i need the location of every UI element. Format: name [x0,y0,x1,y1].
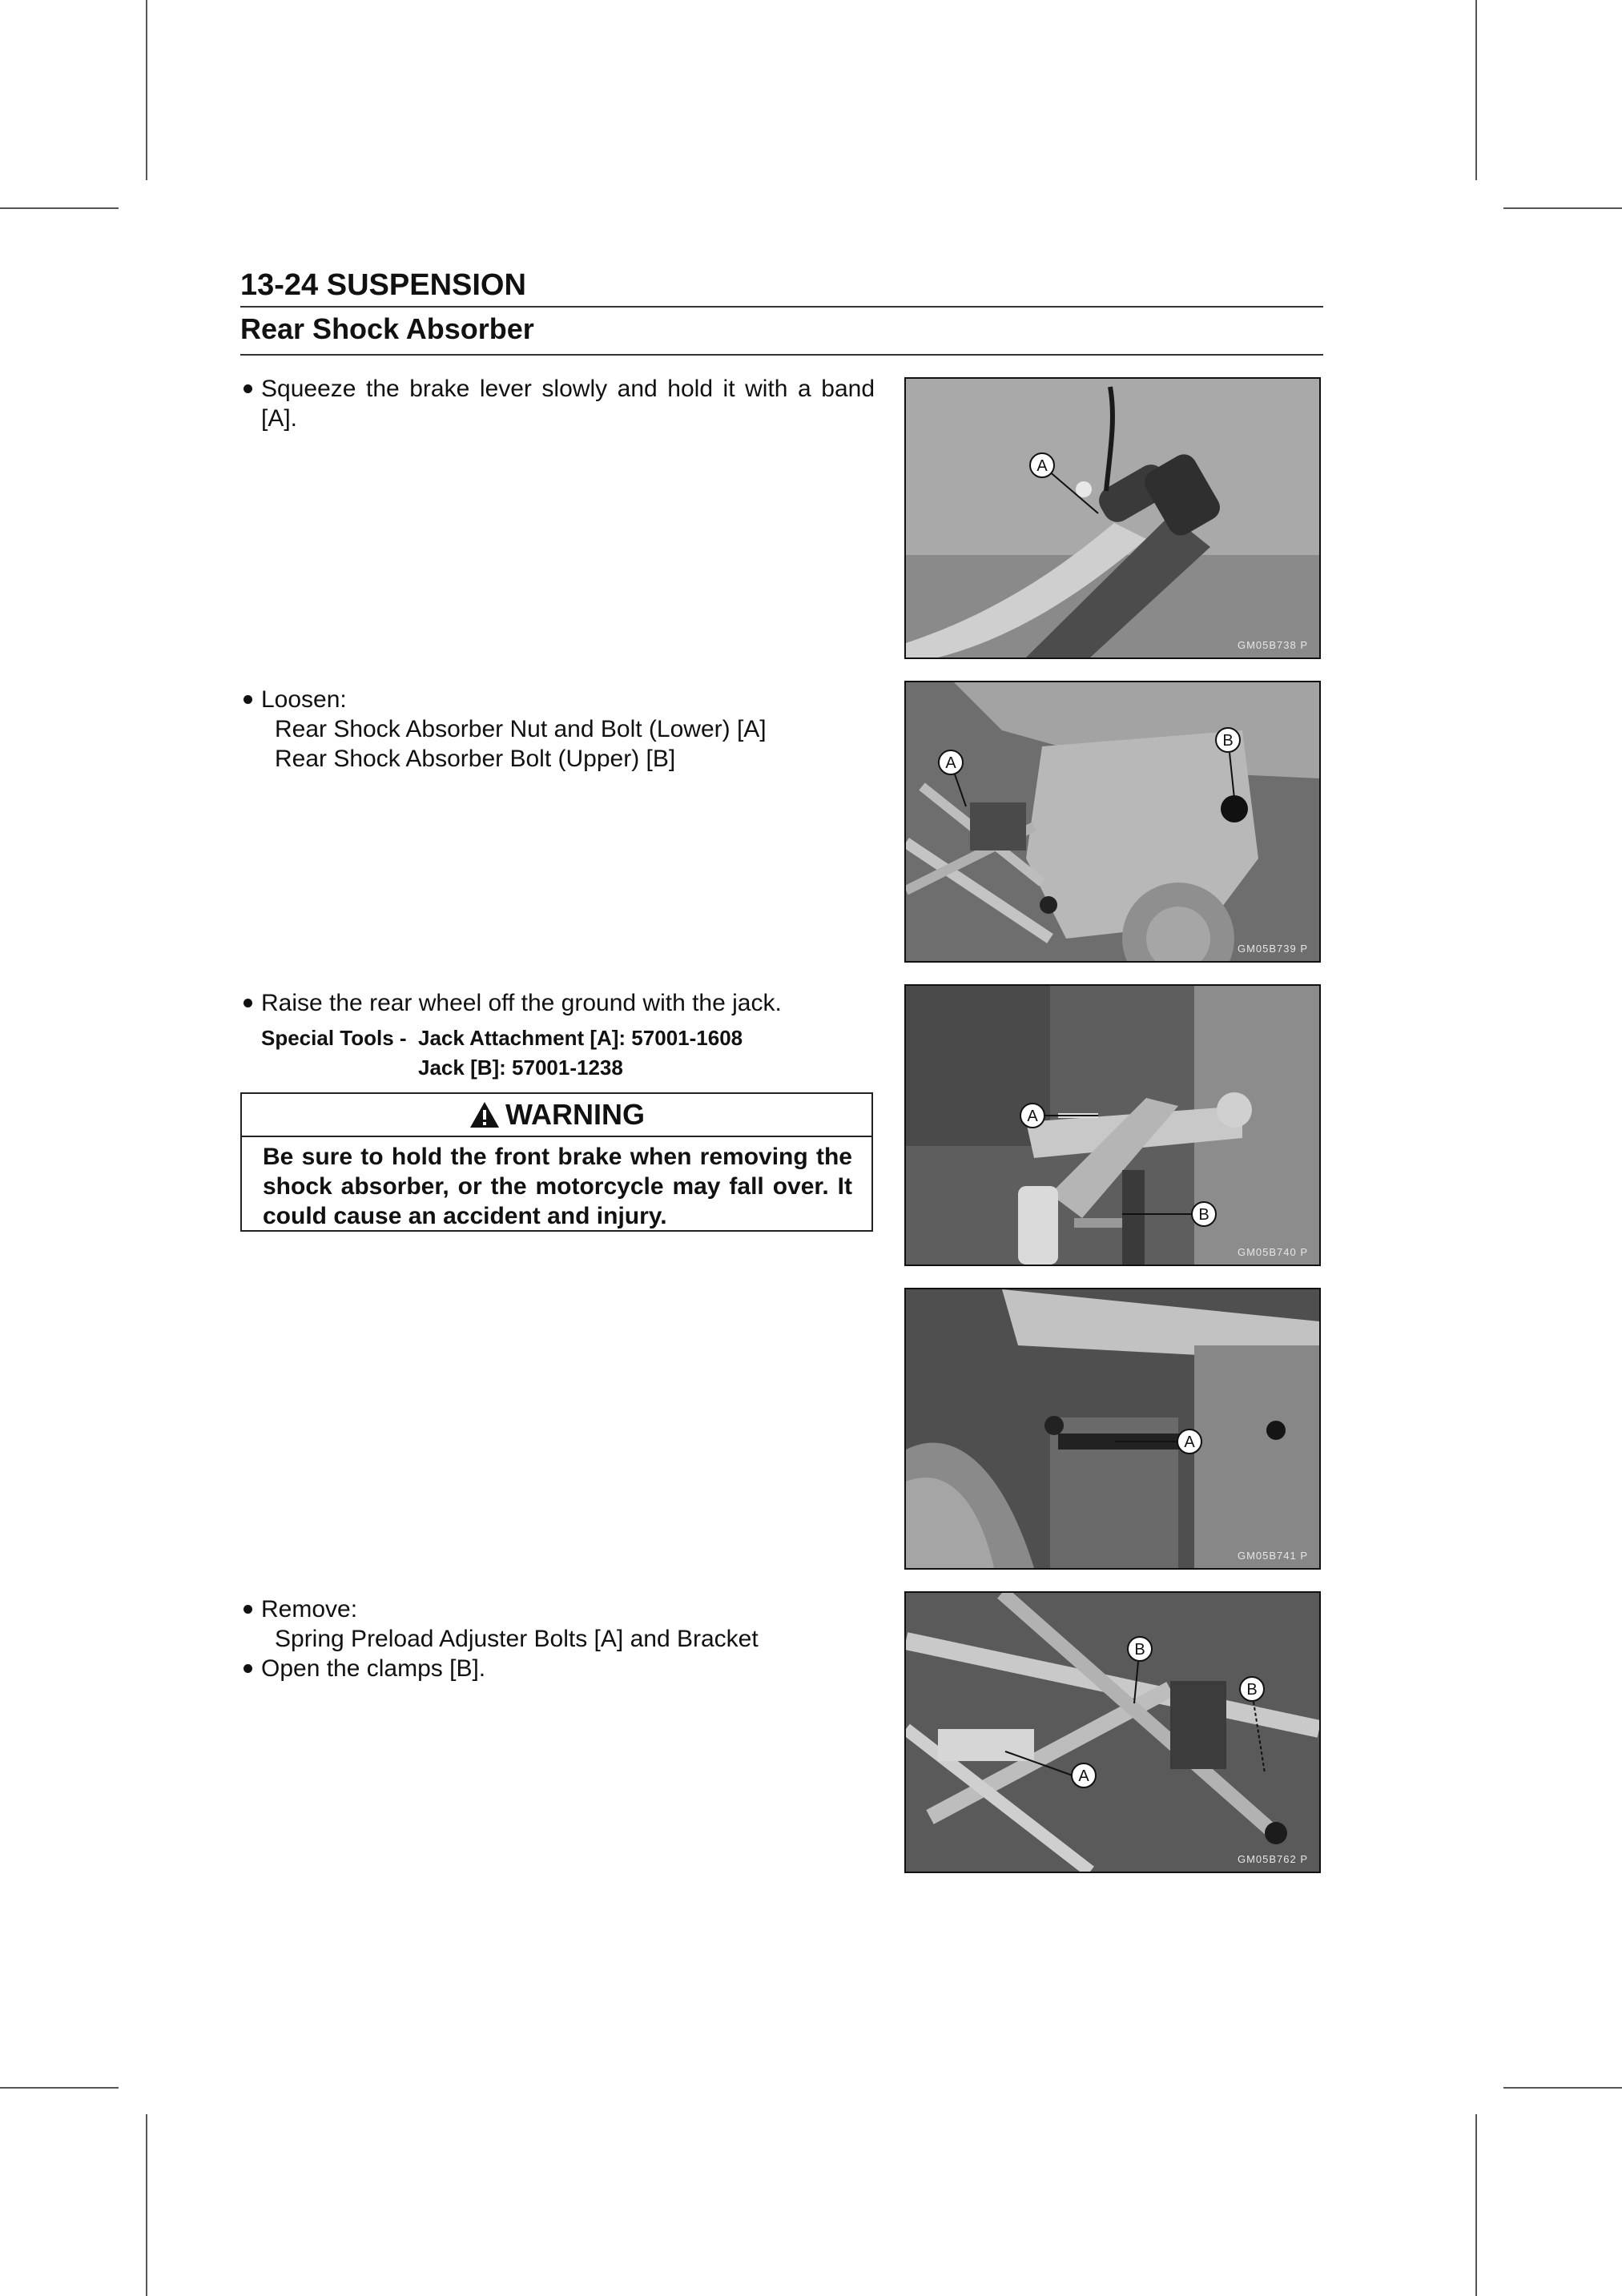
crop-mark [0,207,119,209]
warning-box [240,1092,873,1232]
callout-label: A [1184,1433,1195,1451]
callout-label: B [1222,732,1234,750]
section-title: Rear Shock Absorber [240,312,534,345]
crop-mark [1503,207,1622,209]
warning-title: WARNING [505,1098,645,1131]
photo-frame-tubes [904,1591,1321,1873]
page-title: 13-24 SUSPENSION [240,268,526,302]
photo-brake-lever [904,377,1321,659]
crop-mark [1475,2114,1477,2296]
special-tool-item: Jack [B]: 57001-1238 [418,1056,623,1080]
special-tools [261,1023,743,1083]
callout-label: B [1198,1206,1209,1224]
step-item: Rear Shock Absorber Bolt (Upper) [B] [275,746,676,772]
warning-header [242,1094,871,1137]
callout-label: B [1246,1681,1258,1699]
step-text: Open the clamps [B]. [240,1654,875,1683]
crop-mark [0,2087,119,2089]
callout-label: A [1036,457,1048,475]
photo-code: GM05B741 P [1237,1550,1308,1562]
warning-text: Be sure to hold the front brake when removing the shock absorber, or the motorcycle may fall over. It could cause an accident and injury. [263,1144,852,1229]
photo-frame-side [904,681,1321,963]
callout-label: A [1027,1108,1038,1125]
photo-code: GM05B739 P [1237,943,1308,955]
step-item: Spring Preload Adjuster Bolts [A] and Bracket [275,1626,759,1652]
page-header [240,266,1323,356]
callout-label: B [1134,1641,1145,1659]
special-tool-item: Jack Attachment [A]: 57001-1608 [418,1026,743,1050]
photo-muffler [904,1288,1321,1570]
callout-label: A [945,754,956,772]
step-text: Raise the rear wheel off the ground with the jack. [240,988,875,1018]
crop-mark [146,2114,147,2296]
section-rule [240,354,1323,356]
crop-mark [1503,2087,1622,2089]
step-item: Rear Shock Absorber Nut and Bolt (Lower) [A] [275,716,767,742]
crop-mark [146,0,147,180]
step-block [240,374,875,433]
photo-jack [904,984,1321,1266]
photo-code: GM05B762 P [1237,1853,1308,1865]
callout-label: A [1078,1767,1089,1785]
photo-code: GM05B740 P [1237,1246,1308,1258]
step-text: Squeeze the brake lever slowly and hold it with a band [A]. [240,374,875,433]
special-tools-label: Special Tools - [261,1026,407,1050]
crop-mark [1475,0,1477,180]
warning-triangle-icon [469,1100,501,1129]
step-block [240,988,875,1018]
step-block [240,1594,875,1683]
step-text: Loosen: [240,685,875,714]
step-text: Remove: [240,1594,875,1624]
step-block [240,685,875,774]
photo-code: GM05B738 P [1237,639,1308,651]
